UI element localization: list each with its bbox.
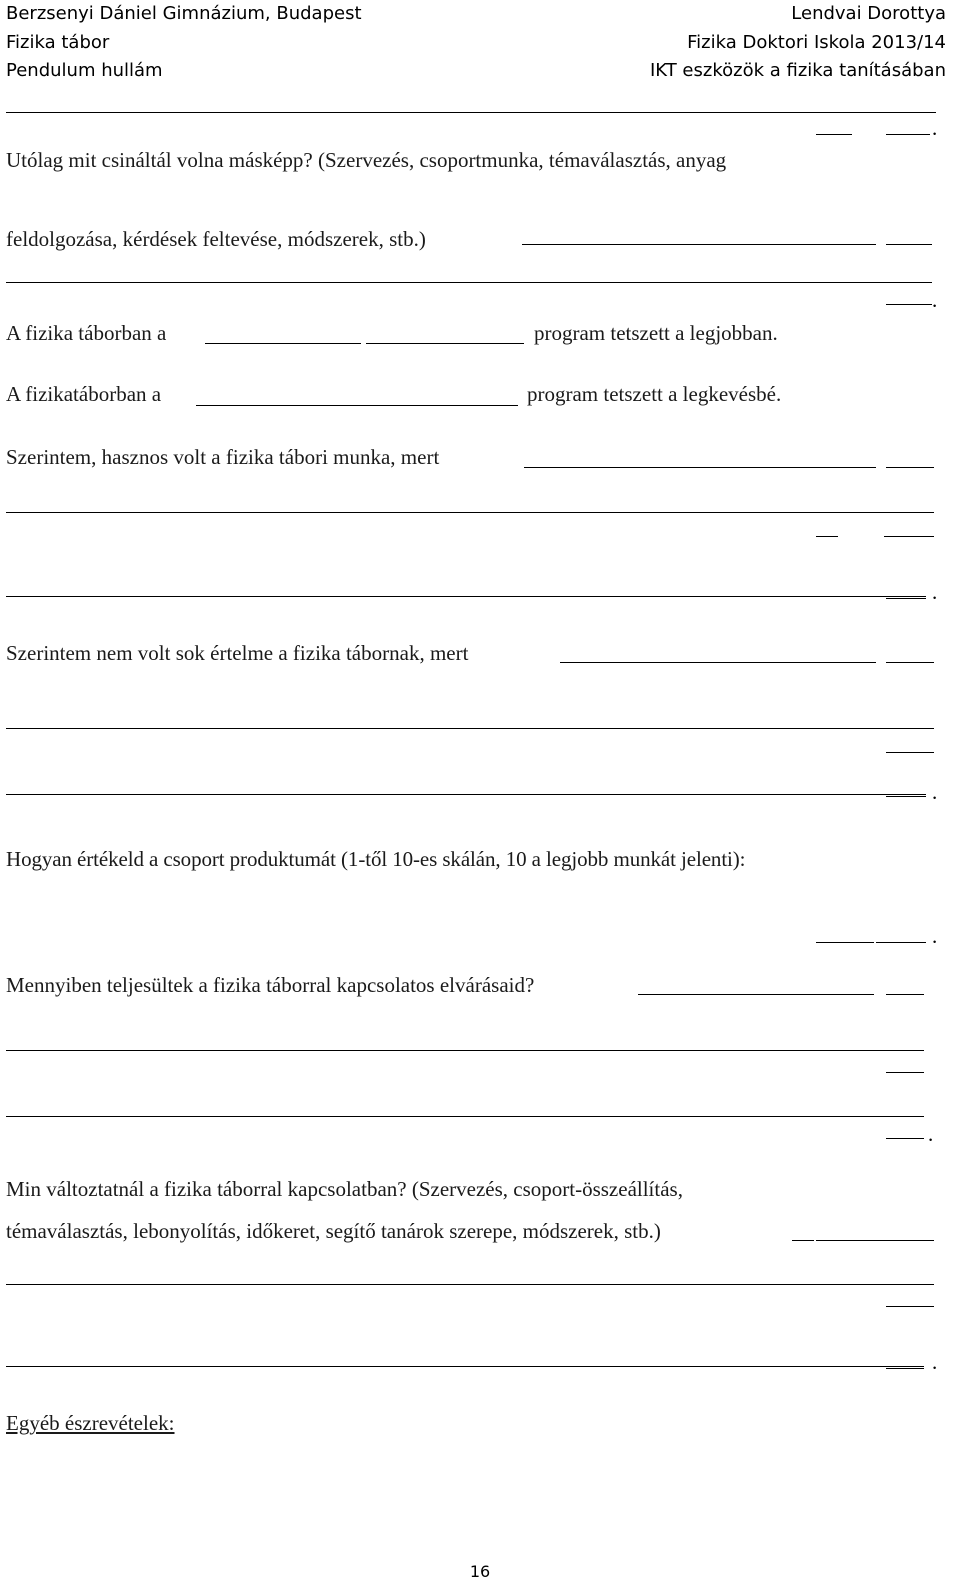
question-text: program tetszett a legjobban. <box>534 321 778 345</box>
answer-line[interactable] <box>886 662 934 663</box>
page-number: 16 <box>469 1562 491 1581</box>
answer-line[interactable] <box>524 467 876 468</box>
school-name: Berzsenyi Dániel Gimnázium, Budapest <box>6 3 362 24</box>
question-text: Szerintem, hasznos volt a fizika tábori munka, mert <box>6 445 440 469</box>
answer-line[interactable] <box>6 794 926 795</box>
answer-line[interactable] <box>886 1138 924 1139</box>
answer-line[interactable] <box>205 343 361 344</box>
answer-line[interactable] <box>560 662 876 663</box>
answer-line[interactable] <box>886 244 932 245</box>
header-row-3 <box>6 57 946 86</box>
answer-line[interactable] <box>886 752 934 753</box>
doctoral-school: Fizika Doktori Iskola 2013/14 <box>687 31 946 53</box>
question-text: program tetszett a legkevésbé. <box>527 382 782 406</box>
answer-line[interactable] <box>886 467 934 468</box>
answer-line[interactable] <box>196 405 518 406</box>
end-mark: . <box>932 924 938 948</box>
answer-line[interactable] <box>6 112 936 113</box>
answer-line[interactable] <box>884 536 934 537</box>
answer-line[interactable] <box>876 942 926 943</box>
question-text: feldolgozása, kérdések feltevése, módszerek, stb.) <box>6 227 426 251</box>
answer-line[interactable] <box>816 134 852 135</box>
project-title: Pendulum hullám <box>6 60 163 81</box>
question-text: Utólag mit csináltál volna másképp? (Szervezés, csoportmunka, témaválasztás, anyag <box>6 148 727 172</box>
answer-line[interactable] <box>886 796 926 797</box>
answer-line[interactable] <box>886 1072 924 1073</box>
answer-line[interactable] <box>366 343 524 344</box>
answer-line[interactable] <box>816 942 874 943</box>
question-text: Szerintem nem volt sok értelme a fizika tábornak, mert <box>6 641 469 665</box>
answer-line[interactable] <box>6 282 932 283</box>
end-mark: . <box>932 116 938 140</box>
page-header <box>6 0 946 86</box>
answer-line[interactable] <box>6 1284 934 1285</box>
end-mark: . <box>932 780 938 804</box>
answer-line[interactable] <box>886 1368 924 1369</box>
question-text: témaválasztás, lebonyolítás, időkeret, segítő tanárok szerepe, módszerek, stb.) <box>6 1219 661 1243</box>
question-text: A fizika táborban a <box>6 321 167 345</box>
question-text: Hogyan értékeld a csoport produktumát (1-től 10-es skálán, 10 a legjobb munkát jelenti): <box>6 847 746 871</box>
course-title: IKT eszközök a fizika tanításában <box>650 60 946 81</box>
author-name: Lendvai Dorottya <box>791 3 946 24</box>
answer-line[interactable] <box>886 134 930 135</box>
answer-line[interactable] <box>6 512 934 513</box>
answer-line[interactable] <box>792 1240 814 1241</box>
other-comments-heading: Egyéb észrevételek: <box>6 1411 175 1435</box>
answer-line[interactable] <box>522 244 876 245</box>
header-row-1 <box>6 0 946 29</box>
answer-line[interactable] <box>886 598 926 599</box>
answer-line[interactable] <box>6 1116 924 1117</box>
answer-line[interactable] <box>6 596 926 597</box>
answer-line[interactable] <box>6 1366 924 1367</box>
end-mark: . <box>932 1350 938 1374</box>
answer-line[interactable] <box>816 1240 934 1241</box>
question-text: Min változtatnál a fizika táborral kapcsolatban? (Szervezés, csoport-összeállítás, <box>6 1177 683 1201</box>
answer-line[interactable] <box>886 994 924 995</box>
header-row-2 <box>6 29 946 58</box>
answer-line[interactable] <box>638 994 874 995</box>
end-mark: . <box>932 288 938 312</box>
answer-line[interactable] <box>886 1306 934 1307</box>
answer-line[interactable] <box>816 536 838 537</box>
answer-line[interactable] <box>886 304 932 305</box>
end-mark: . <box>928 1122 934 1146</box>
answer-line[interactable] <box>6 1050 924 1051</box>
camp-name: Fizika tábor <box>6 31 110 53</box>
question-text: A fizikatáborban a <box>6 382 162 406</box>
answer-line[interactable] <box>6 728 934 729</box>
question-text: Mennyiben teljesültek a fizika táborral kapcsolatos elvárásaid? <box>6 973 535 997</box>
end-mark: . <box>932 580 938 604</box>
